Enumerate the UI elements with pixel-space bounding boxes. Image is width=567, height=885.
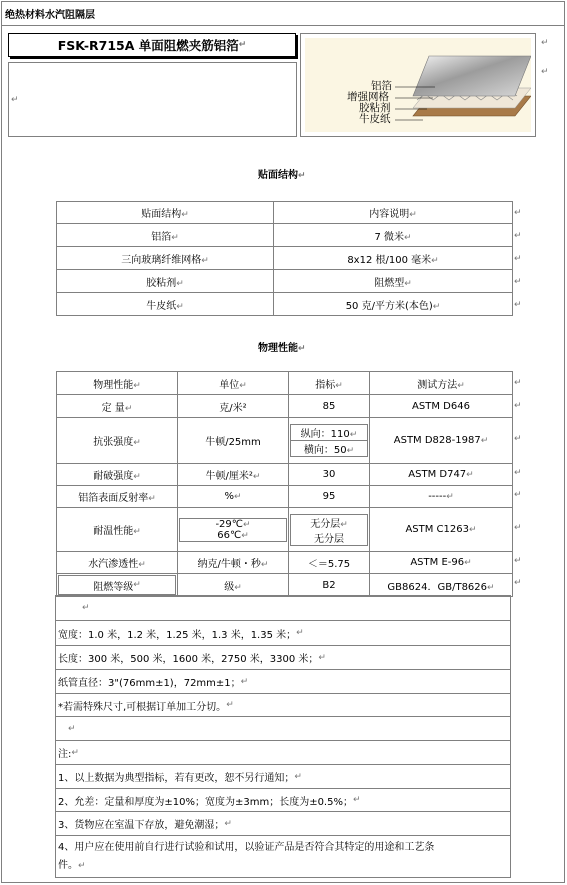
para-mark: ↵ xyxy=(514,231,522,241)
table-row: 定 量↵ 克/米² 85 ASTM D646 xyxy=(57,395,513,418)
table-row: 铝箔↵ 7 微米↵ xyxy=(57,224,513,247)
para-mark: ↵ xyxy=(514,378,522,388)
layer-diagram xyxy=(305,38,531,132)
table-row: 水汽渗透性↵ 纳克/牛顿・秒↵ ＜＝5.75 ASTM E-96↵ xyxy=(57,552,513,574)
temp-unit-subtable: -29℃↵ 66℃↵ xyxy=(179,518,287,542)
para-mark: ↵ xyxy=(541,38,549,48)
core-note: 纸管直径：3"(76mm±1)，72mm±1； ↵ xyxy=(56,670,510,694)
custom-note: *若需特殊尺寸,可根据订单加工分切。 ↵ xyxy=(56,694,510,717)
para-mark: ↵ xyxy=(514,490,522,500)
para-mark: ↵ xyxy=(514,556,522,566)
para-mark: ↵ xyxy=(11,95,19,105)
physical-section-title: 物理性能↵ xyxy=(258,343,306,354)
diagram-label-foil: 铝箔 xyxy=(371,80,392,92)
table-row: 贴面结构↵ 内容说明↵ xyxy=(57,202,513,224)
note-label: 注: ↵ xyxy=(56,741,510,765)
length-note: 长度：300 米，500 米，1600 米，2750 米，3300 米； ↵ xyxy=(56,646,510,670)
para-mark: ↵ xyxy=(514,523,522,533)
note-item-3: 3、货物应在室温下存放，避免潮湿； ↵ xyxy=(56,812,510,836)
product-title: FSK-R715A 单面阻燃夹筋铝箔 xyxy=(57,38,239,53)
para-mark: ↵ xyxy=(541,67,549,77)
temp-value-subtable: 无分层↵ 无分层 xyxy=(290,514,368,546)
para-mark: ↵ xyxy=(514,578,522,588)
diagram-label-kraft: 牛皮纸 xyxy=(359,113,391,125)
list-item: ↵ xyxy=(56,717,510,741)
layer-diagram-frame xyxy=(300,33,536,137)
page-title: 绝热材料水汽阻隔层 xyxy=(5,10,95,21)
structure-table xyxy=(56,201,513,316)
table-row: 耐破强度↵ 牛顿/厘米²↵ 30 ASTM D747↵ xyxy=(57,464,513,486)
layer-diagram-svg xyxy=(305,38,531,132)
foil-layer xyxy=(413,56,531,96)
table-row: 牛皮纸↵ 50 克/平方米(本色)↵ xyxy=(57,293,513,316)
table-row: 耐温性能↵ -29℃↵ 66℃↵ 无分层↵ 无分层 ASTM C1263↵ xyxy=(57,508,513,552)
para-mark: ↵ xyxy=(514,254,522,264)
para-mark: ↵ xyxy=(514,208,522,218)
para-mark: ↵ xyxy=(514,277,522,287)
note-item-2: 2、允差：定量和厚度为±10%；宽度为±3mm；长度为±0.5%； ↵ xyxy=(56,789,510,812)
notes-box xyxy=(55,595,511,878)
structure-section-title: 贴面结构↵ xyxy=(258,170,306,181)
table-row: 铝箔表面反射率↵ %↵ 95 -----↵ xyxy=(57,486,513,508)
table-row: 物理性能↵ 单位↵ 指标↵ 测试方法↵ xyxy=(57,372,513,395)
note-item-1: 1、以上数据为典型指标，若有更改，恕不另行通知； ↵ xyxy=(56,765,510,789)
diagram-label-adhesive: 胶粘剂 xyxy=(359,102,391,114)
table-row: 阻燃等级 ↵ 级↵ B2 GB8624．GB/T8626↵ xyxy=(57,574,513,597)
note-item-4: 4、用户应在使用前自行进行试验和试用，以验证产品是否符合其特定的用途和工艺条 件。↵ xyxy=(58,841,435,871)
table-row: 抗张强度↵ 牛顿/25mm 纵向：110↵ 横向：50↵ ASTM D828-1987↵ xyxy=(57,418,513,464)
product-description-box xyxy=(8,62,297,137)
table-row: 胶粘剂↵ 阻燃型↵ xyxy=(57,270,513,293)
para-mark: ↵ xyxy=(514,401,522,411)
width-note: 宽度：1.0 米，1.2 米，1.25 米，1.3 米，1.35 米； ↵ xyxy=(56,621,510,646)
tensile-subtable: 纵向：110↵ 横向：50↵ xyxy=(290,424,368,457)
product-title-box xyxy=(8,33,296,57)
table-row: 三向玻璃纤维网格↵ 8x12 根/100 毫米↵ xyxy=(57,247,513,270)
list-item: ↵ xyxy=(56,596,510,621)
para-mark: ↵ xyxy=(238,40,247,50)
para-mark: ↵ xyxy=(514,300,522,310)
physical-table xyxy=(56,371,513,597)
para-mark: ↵ xyxy=(514,468,522,478)
diagram-label-mesh: 增强网格 xyxy=(347,91,389,103)
para-mark: ↵ xyxy=(514,434,522,444)
